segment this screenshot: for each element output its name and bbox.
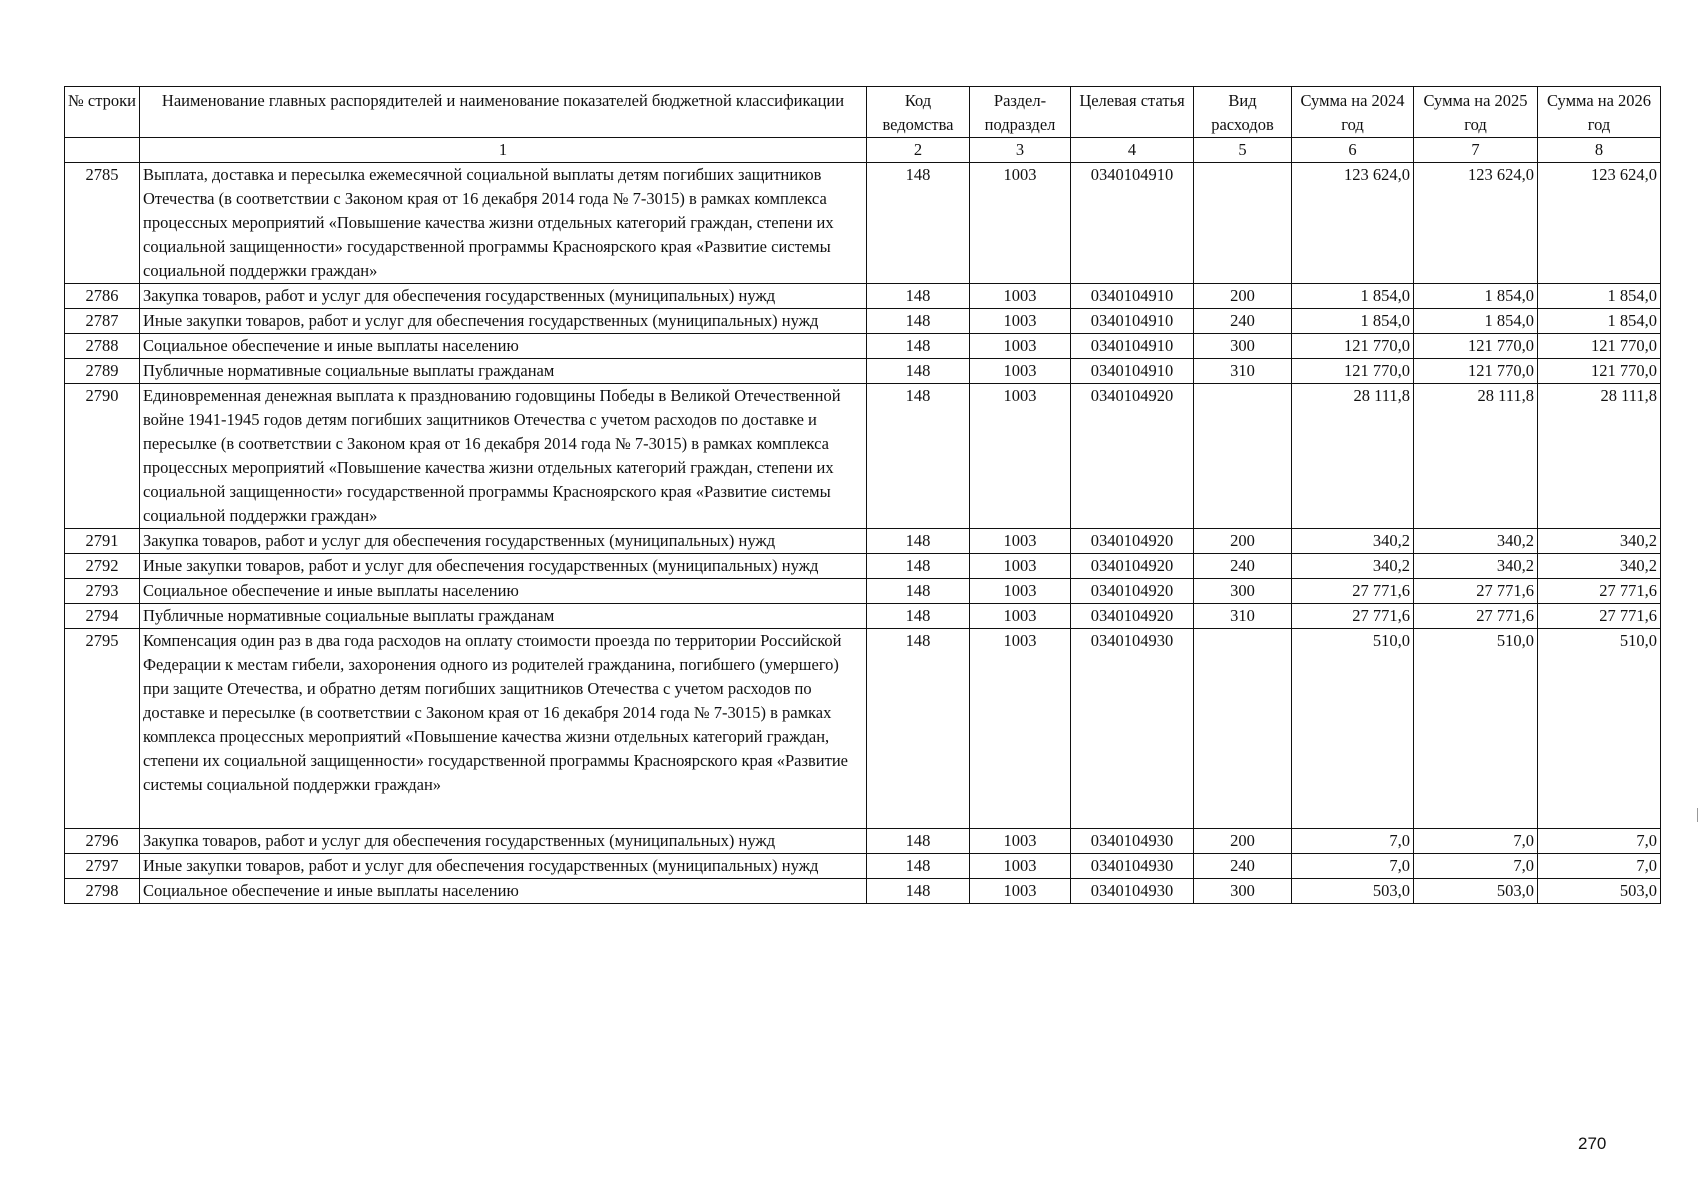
name-cell: Выплата, доставка и пересылка ежемесячной социальной выплаты детям погибших защитников Отечества (в соответствии с Законом края от 16 декабря 2014 года № 7-3015) в рамках комплекса процессных мероприятий «Повышение качества жизни отдельных категорий граждан, степени их социальной защищенности» государственной программы Красноярского края «Развитие системы социальной поддержки граждан» (140, 163, 867, 284)
sum-2026-cell: 503,0 (1538, 879, 1661, 904)
table-row (65, 604, 1661, 629)
sum-2024-cell: 28 111,8 (1292, 384, 1414, 529)
expense-type-cell: 200 (1194, 829, 1292, 854)
column-number: 5 (1194, 138, 1292, 163)
sum-2026-cell: 340,2 (1538, 529, 1661, 554)
name-cell: Иные закупки товаров, работ и услуг для обеспечения государственных (муниципальных) нужд (140, 309, 867, 334)
dept-code-cell: 148 (867, 309, 970, 334)
table-body (65, 163, 1661, 904)
column-number: 8 (1538, 138, 1661, 163)
name-cell: Закупка товаров, работ и услуг для обеспечения государственных (муниципальных) нужд (140, 284, 867, 309)
sum-2024-cell: 510,0 (1292, 629, 1414, 829)
dept-code-cell: 148 (867, 579, 970, 604)
sum-2025-cell: 1 854,0 (1414, 284, 1538, 309)
table-row (65, 309, 1661, 334)
header-name: Наименование главных распорядителей и наименование показателей бюджетной классификации (140, 87, 867, 138)
table-row (65, 829, 1661, 854)
table-row (65, 163, 1661, 284)
table-row (65, 579, 1661, 604)
table-row (65, 384, 1661, 529)
dept-code-cell: 148 (867, 629, 970, 829)
header-expense-type: Вид расходов (1194, 87, 1292, 138)
section-cell: 1003 (970, 579, 1071, 604)
sum-2025-cell: 503,0 (1414, 879, 1538, 904)
target-cell: 0340104910 (1071, 359, 1194, 384)
section-cell: 1003 (970, 604, 1071, 629)
expense-type-cell (1194, 384, 1292, 529)
name-cell: Публичные нормативные социальные выплаты гражданам (140, 604, 867, 629)
sum-2024-cell: 27 771,6 (1292, 604, 1414, 629)
sum-2026-cell: 1 854,0 (1538, 284, 1661, 309)
sum-2025-cell: 27 771,6 (1414, 579, 1538, 604)
sum-2024-cell: 503,0 (1292, 879, 1414, 904)
expense-type-cell: 300 (1194, 579, 1292, 604)
row-number-cell: 2794 (65, 604, 140, 629)
row-number-cell: 2785 (65, 163, 140, 284)
row-number-cell: 2790 (65, 384, 140, 529)
column-number: 4 (1071, 138, 1194, 163)
target-cell: 0340104920 (1071, 384, 1194, 529)
header-section: Раздел-подраздел (970, 87, 1071, 138)
sum-2025-cell: 27 771,6 (1414, 604, 1538, 629)
expense-type-cell: 240 (1194, 854, 1292, 879)
expense-type-cell (1194, 163, 1292, 284)
sum-2026-cell: 1 854,0 (1538, 309, 1661, 334)
target-cell: 0340104930 (1071, 829, 1194, 854)
sum-2025-cell: 340,2 (1414, 554, 1538, 579)
sum-2026-cell: 7,0 (1538, 829, 1661, 854)
sum-2026-cell: 28 111,8 (1538, 384, 1661, 529)
target-cell: 0340104920 (1071, 579, 1194, 604)
sum-2026-cell: 123 624,0 (1538, 163, 1661, 284)
section-cell: 1003 (970, 384, 1071, 529)
section-cell: 1003 (970, 309, 1071, 334)
expense-type-cell: 240 (1194, 554, 1292, 579)
header-sum-2025: Сумма на 2025 год (1414, 87, 1538, 138)
target-cell: 0340104930 (1071, 629, 1194, 829)
dept-code-cell: 148 (867, 529, 970, 554)
sum-2024-cell: 27 771,6 (1292, 579, 1414, 604)
sum-2025-cell: 121 770,0 (1414, 359, 1538, 384)
header-sum-2026: Сумма на 2026 год (1538, 87, 1661, 138)
target-cell: 0340104910 (1071, 334, 1194, 359)
sum-2024-cell: 123 624,0 (1292, 163, 1414, 284)
table-row (65, 854, 1661, 879)
sum-2024-cell: 340,2 (1292, 529, 1414, 554)
expense-type-cell: 200 (1194, 529, 1292, 554)
row-number-cell: 2798 (65, 879, 140, 904)
name-cell: Единовременная денежная выплата к празднованию годовщины Победы в Великой Отечественной войне 1941-1945 годов детям погибших защитников Отечества с учетом расходов по доставке и пересылке (в соответствии с Законом края от 16 декабря 2014 года № 7-3015) в рамках комплекса процессных мероприятий «Повышение качества жизни отдельных категорий граждан, степени их социальной защищенности» государственной программы Красноярского края «Развитие системы социальной поддержки граждан» (140, 384, 867, 529)
section-cell: 1003 (970, 554, 1071, 579)
sum-2025-cell: 510,0 (1414, 629, 1538, 829)
section-cell: 1003 (970, 359, 1071, 384)
target-cell: 0340104920 (1071, 604, 1194, 629)
table-row (65, 554, 1661, 579)
target-cell: 0340104930 (1071, 854, 1194, 879)
target-cell: 0340104930 (1071, 879, 1194, 904)
name-cell: Социальное обеспечение и иные выплаты населению (140, 334, 867, 359)
section-cell: 1003 (970, 284, 1071, 309)
sum-2024-cell: 7,0 (1292, 854, 1414, 879)
sum-2025-cell: 340,2 (1414, 529, 1538, 554)
column-number (65, 138, 140, 163)
sum-2024-cell: 340,2 (1292, 554, 1414, 579)
sum-2026-cell: 121 770,0 (1538, 359, 1661, 384)
row-number-cell: 2795 (65, 629, 140, 829)
name-cell: Закупка товаров, работ и услуг для обеспечения государственных (муниципальных) нужд (140, 829, 867, 854)
column-number: 6 (1292, 138, 1414, 163)
sum-2026-cell: 27 771,6 (1538, 579, 1661, 604)
column-number: 2 (867, 138, 970, 163)
section-cell: 1003 (970, 829, 1071, 854)
row-number-cell: 2787 (65, 309, 140, 334)
row-number-cell: 2797 (65, 854, 140, 879)
header-row (65, 87, 1661, 138)
name-cell: Социальное обеспечение и иные выплаты населению (140, 879, 867, 904)
sum-2026-cell: 510,0 (1538, 629, 1661, 829)
row-number-cell: 2792 (65, 554, 140, 579)
header-dept-code: Код ведомства (867, 87, 970, 138)
section-cell: 1003 (970, 879, 1071, 904)
dept-code-cell: 148 (867, 284, 970, 309)
column-number-row (65, 138, 1661, 163)
name-cell: Иные закупки товаров, работ и услуг для обеспечения государственных (муниципальных) нужд (140, 854, 867, 879)
target-cell: 0340104910 (1071, 309, 1194, 334)
expense-type-cell: 240 (1194, 309, 1292, 334)
table-row (65, 334, 1661, 359)
target-cell: 0340104910 (1071, 163, 1194, 284)
section-cell: 1003 (970, 629, 1071, 829)
expense-type-cell: 300 (1194, 879, 1292, 904)
column-number: 7 (1414, 138, 1538, 163)
row-number-cell: 2788 (65, 334, 140, 359)
sum-2024-cell: 1 854,0 (1292, 309, 1414, 334)
table-row (65, 629, 1661, 829)
row-number-cell: 2796 (65, 829, 140, 854)
dept-code-cell: 148 (867, 879, 970, 904)
sum-2024-cell: 121 770,0 (1292, 334, 1414, 359)
sum-2025-cell: 7,0 (1414, 854, 1538, 879)
expense-type-cell (1194, 629, 1292, 829)
sum-2025-cell: 28 111,8 (1414, 384, 1538, 529)
header-row-no: № строки (65, 87, 140, 138)
column-number: 3 (970, 138, 1071, 163)
sum-2024-cell: 121 770,0 (1292, 359, 1414, 384)
table-row (65, 284, 1661, 309)
sum-2024-cell: 7,0 (1292, 829, 1414, 854)
sum-2026-cell: 340,2 (1538, 554, 1661, 579)
expense-type-cell: 200 (1194, 284, 1292, 309)
dept-code-cell: 148 (867, 604, 970, 629)
section-cell: 1003 (970, 334, 1071, 359)
section-cell: 1003 (970, 854, 1071, 879)
expense-type-cell: 300 (1194, 334, 1292, 359)
page-number: 270 (1578, 1134, 1607, 1153)
column-number: 1 (140, 138, 867, 163)
header-sum-2024: Сумма на 2024 год (1292, 87, 1414, 138)
sum-2026-cell: 121 770,0 (1538, 334, 1661, 359)
budget-table (64, 86, 1661, 904)
section-cell: 1003 (970, 163, 1071, 284)
expense-type-cell: 310 (1194, 604, 1292, 629)
dept-code-cell: 148 (867, 854, 970, 879)
name-cell: Социальное обеспечение и иные выплаты населению (140, 579, 867, 604)
sum-2024-cell: 1 854,0 (1292, 284, 1414, 309)
sum-2025-cell: 1 854,0 (1414, 309, 1538, 334)
sum-2026-cell: 27 771,6 (1538, 604, 1661, 629)
target-cell: 0340104920 (1071, 554, 1194, 579)
section-cell: 1003 (970, 529, 1071, 554)
expense-type-cell: 310 (1194, 359, 1292, 384)
table-row (65, 529, 1661, 554)
row-number-cell: 2791 (65, 529, 140, 554)
row-number-cell: 2793 (65, 579, 140, 604)
name-cell: Иные закупки товаров, работ и услуг для обеспечения государственных (муниципальных) нужд (140, 554, 867, 579)
row-number-cell: 2789 (65, 359, 140, 384)
sum-2025-cell: 7,0 (1414, 829, 1538, 854)
target-cell: 0340104920 (1071, 529, 1194, 554)
dept-code-cell: 148 (867, 554, 970, 579)
sum-2026-cell: 7,0 (1538, 854, 1661, 879)
scan-edge-mark (1697, 808, 1698, 822)
name-cell: Компенсация один раз в два года расходов на оплату стоимости проезда по территории Российской Федерации к местам гибели, захоронения одного из родителей гражданина, погибшего (умершего) при защите Отечества, и обратно детям погибших защитников Отечества с учетом расходов по доставке и пересылке (в соответствии с Законом края от 16 декабря 2014 года № 7-3015) в рамках комплекса процессных мероприятий «Повышение качества жизни отдельных категорий граждан, степени их социальной защищенности» государственной программы Красноярского края «Развитие системы социальной поддержки граждан» (140, 629, 867, 829)
name-cell: Публичные нормативные социальные выплаты гражданам (140, 359, 867, 384)
header-target: Целевая статья (1071, 87, 1194, 138)
table-row (65, 359, 1661, 384)
row-number-cell: 2786 (65, 284, 140, 309)
dept-code-cell: 148 (867, 334, 970, 359)
table-row (65, 879, 1661, 904)
sum-2025-cell: 121 770,0 (1414, 334, 1538, 359)
name-cell: Закупка товаров, работ и услуг для обеспечения государственных (муниципальных) нужд (140, 529, 867, 554)
dept-code-cell: 148 (867, 829, 970, 854)
dept-code-cell: 148 (867, 163, 970, 284)
sum-2025-cell: 123 624,0 (1414, 163, 1538, 284)
dept-code-cell: 148 (867, 359, 970, 384)
target-cell: 0340104910 (1071, 284, 1194, 309)
dept-code-cell: 148 (867, 384, 970, 529)
